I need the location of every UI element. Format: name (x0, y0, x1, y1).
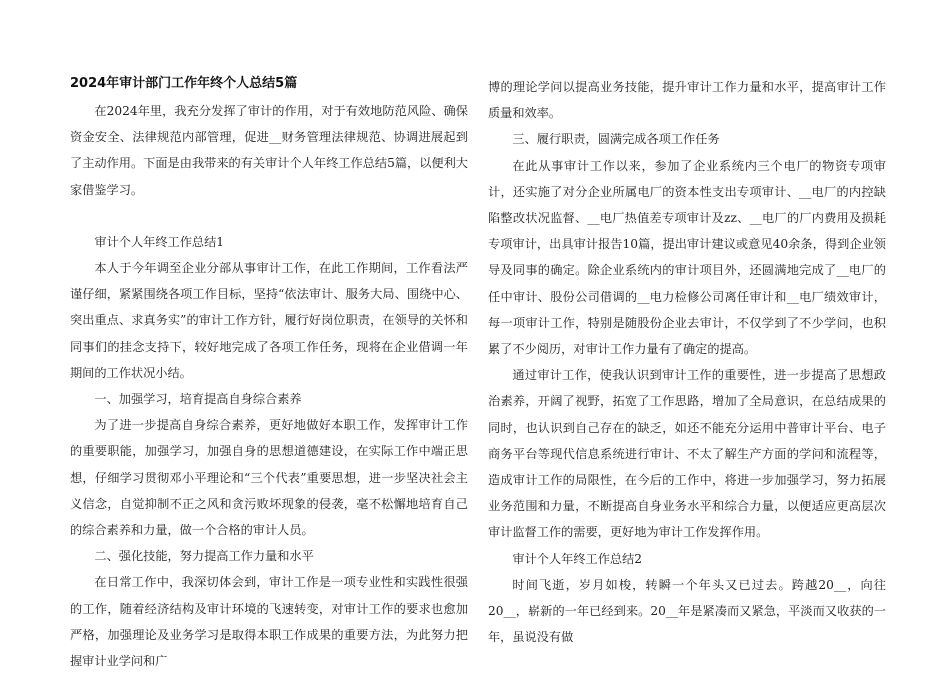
body-paragraph: 本人于今年调至企业分部从事审计工作，在此工作期间，工作看法严谨仔细，紧紧围绕各项工作目标，坚持“依法审计、服务大局、围绕中心、突出重点、求真务实”的审计工作方针，履行好岗位职责，在领导的关怀和同事们的挂念支持下，较好地完成了各项工作任务，现将在企业借调一年期间的工作状况小结。 (70, 261, 468, 380)
body-paragraph: 为了进一步提高自身综合素养，更好地做好本职工作，发挥审计工作的重要职能，加强学习，加强自身的思想道德建设，在实际工作中端正思想，仔细学习贯彻邓小平理论和“三个代表”重要思想，进一步坚决社会主义信念，自觉抑制不正之风和贪污败坏现象的侵袭，毫不松懈地培育自己的综合素养和力量，做一个合格的审计人员。 (70, 418, 468, 538)
sub-heading: 三、履行职责，圆满完成各项工作任务 (512, 132, 720, 147)
right-column (488, 74, 886, 650)
body-paragraph: 在日常工作中，我深切体会到，审计工作是一项专业性和实践性很强的工作，随着经济结构及审计环境的飞速转变，对审计工作的要求也愈加严格，加强理论及业务学习是取得本职工作成果的重要方法，为此努力把握审计业学问和广 (70, 575, 468, 669)
continued-paragraph: 博的理论学问以提高业务技能，提升审计工作力量和水平，提高审计工作质量和效率。 (488, 80, 886, 121)
section-heading: 审计个人年终工作总结2 (512, 551, 643, 566)
intro-paragraph: 在2024年里，我充分发挥了审计的作用，对于有效地防范风险、确保资金安全、法律规范内部管理，促进__财务管理法律规范、协调进展起到了主动作用。下面是由我带来的有关审计个人年终工作总结5篇，以便利大家借鉴学习。 (70, 104, 468, 197)
body-paragraph: 通过审计工作，使我认识到审计工作的重要性，进一步提高了思想政治素养，开阔了视野，拓宽了工作思路，增加了全局意识，在总结成果的同时，也认识到自己存在的缺乏，如还不能充分运用中普审计平台、电子商务平台等现代信息系统进行审计、不太了解生产方面的学问和流程等，造成审计工作的局限性，在今后的工作中，将进一步加强学习，努力拓展业务范围和力量，不断提高自身业务水平和综合力量，以便适应更高层次审计监督工作的需要，更好地为审计工作发挥作用。 (488, 368, 886, 540)
body-paragraph: 在此从事审计工作以来，参加了企业系统内三个电厂的物资专项审计，还实施了对分企业所属电厂的资本性支出专项审计、__电厂的内控缺陷整改状况监督、__电厂热值差专项审计及zz、__电厂的厂内费用及损耗专项审计，出具审计报告10篇，提出审计建议或意见40余条，得到企业领导及同事的确定。除企业系统内的审计项目外，还圆满地完成了__电厂的任中审计、股份公司借调的__电力检修公司离任审计和__电厂绩效审计，每一项审计工作，特别是随股份企业去审计，不仅学到了不少学问，也积累了不少阅历，对审计工作力量有了确定的提高。 (488, 158, 886, 357)
sub-heading: 二、强化技能，努力提高工作力量和水平 (94, 549, 314, 564)
section-heading: 审计个人年终工作总结1 (94, 234, 225, 249)
section-spacer (70, 203, 468, 229)
sub-heading: 一、加强学习，培育提高自身综合素养 (94, 392, 302, 407)
left-column (70, 74, 468, 674)
body-paragraph: 时间飞逝，岁月如梭，转瞬一个年头又已过去。跨越20__，向往20__，崭新的一年已经到来。20__年是紧凑而又紧急，平淡而又收获的一年，虽说没有做 (488, 577, 886, 645)
document-title: 2024年审计部门工作年终个人总结5篇 (70, 76, 298, 91)
